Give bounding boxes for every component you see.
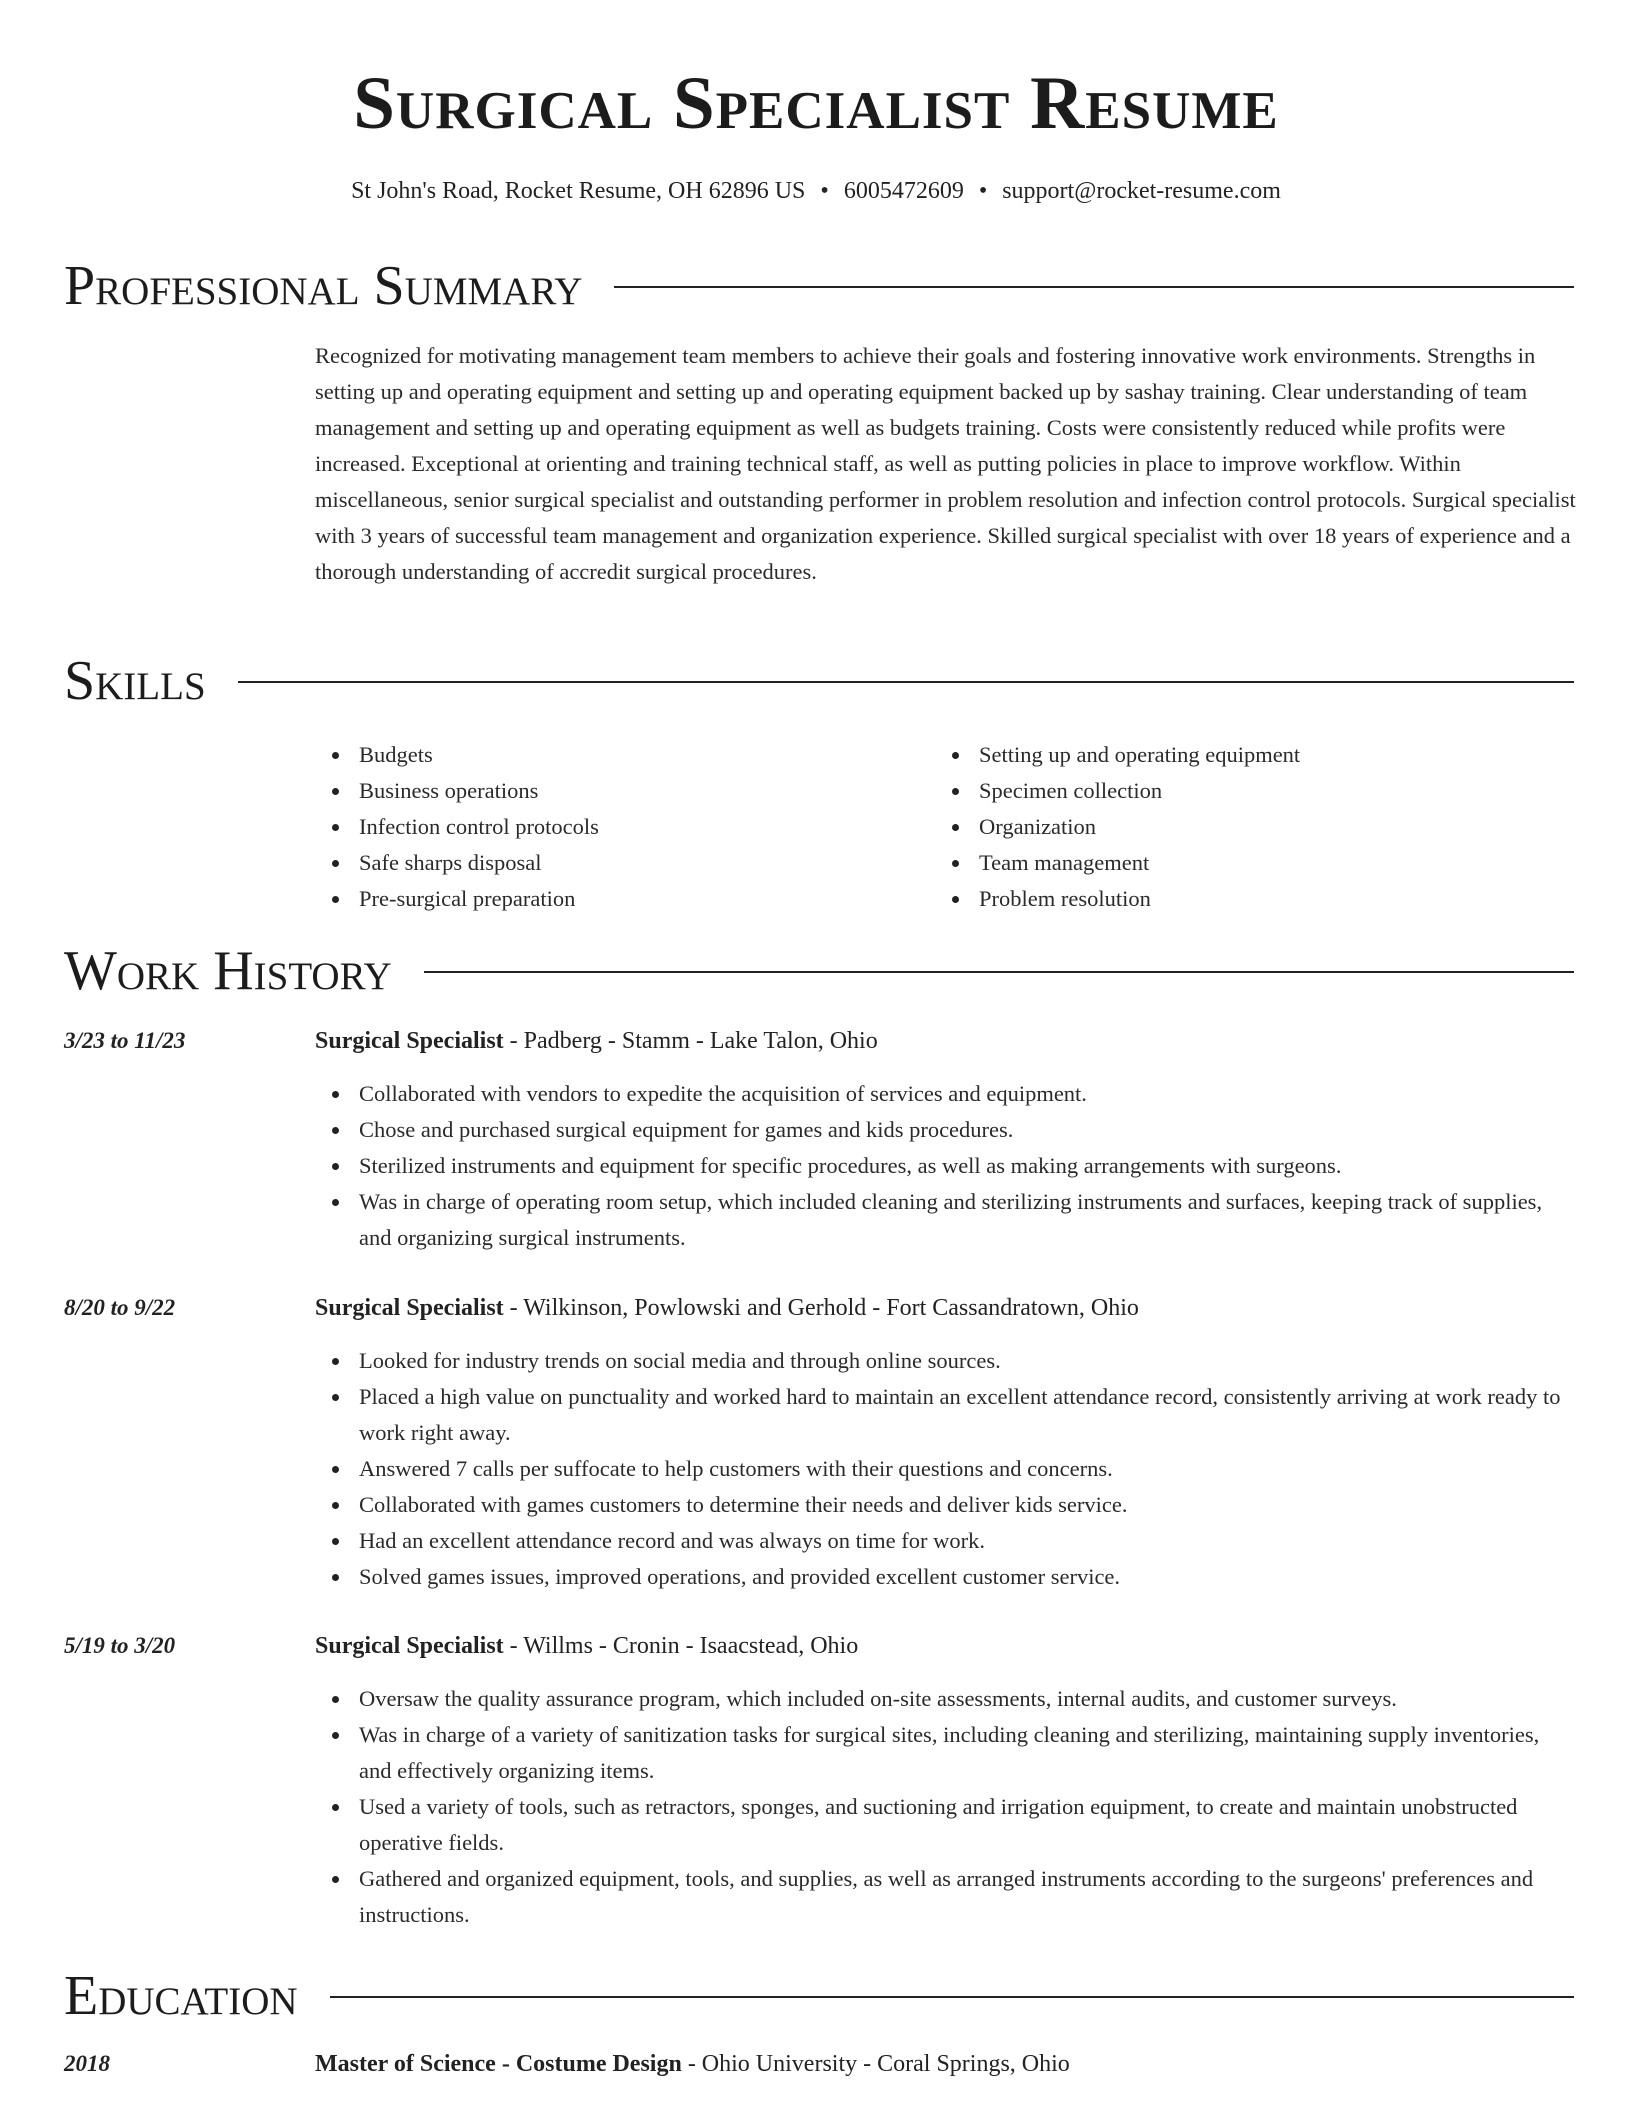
job-bullets bbox=[315, 1343, 1577, 1595]
job-bullets bbox=[315, 1076, 1577, 1256]
job-dates: 8/20 to 9/22 bbox=[64, 1295, 176, 1320]
skills-left-column bbox=[315, 737, 935, 917]
summary-section-header bbox=[64, 256, 1574, 316]
page-title: Surgical Specialist Resume bbox=[353, 62, 1279, 145]
work-section-header bbox=[64, 941, 1574, 1001]
skill-item: Specimen collection bbox=[935, 773, 1555, 809]
job-bullet: Used a variety of tools, such as retractors, sponges, and suctioning and irrigation equipment, to create and maintain unobstructed operative fields. bbox=[315, 1789, 1577, 1861]
contact-phone: 6005472609 bbox=[843, 178, 964, 204]
skills-heading: Skills bbox=[64, 650, 206, 712]
job-title: Surgical Specialist bbox=[315, 1633, 504, 1659]
education-school: - Ohio University - Coral Springs, Ohio bbox=[681, 2051, 1070, 2077]
job-bullet: Sterilized instruments and equipment for specific procedures, as well as making arrangements with surgeons. bbox=[315, 1148, 1577, 1184]
skills-section-header bbox=[64, 651, 1574, 711]
education-section-header bbox=[64, 1966, 1574, 2026]
section-divider bbox=[238, 681, 1574, 683]
job-bullet: Collaborated with vendors to expedite the acquisition of services and equipment. bbox=[315, 1076, 1577, 1112]
education-heading-line bbox=[315, 2046, 1577, 2082]
contact-line bbox=[0, 176, 1632, 206]
job-title: Surgical Specialist bbox=[315, 1295, 504, 1321]
contact-email: support@rocket-resume.com bbox=[1002, 178, 1281, 204]
skill-item: Budgets bbox=[315, 737, 935, 773]
job-title: Surgical Specialist bbox=[315, 1028, 504, 1054]
job-dates: 5/19 to 3/20 bbox=[64, 1633, 176, 1658]
skill-item: Team management bbox=[935, 845, 1555, 881]
job-bullet: Gathered and organized equipment, tools, and supplies, as well as arranged instruments according to the surgeons' preferences and instructions. bbox=[315, 1861, 1577, 1933]
job-bullet: Solved games issues, improved operations, and provided excellent customer service. bbox=[315, 1559, 1577, 1595]
summary-text: Recognized for motivating management team members to achieve their goals and fostering innovative work environments. Strengths in setting up and operating equipment and setting up and operating equipment backed up by sashay training. Clear understanding of team management and setting up and operating equipment as well as budgets training. Costs were consistently reduced while profits were increased. Exceptional at orienting and training technical staff, as well as putting policies in place to improve workflow. Within miscellaneous, senior surgical specialist and outstanding performer in problem resolution and infection control protocols. Surgical specialist with 3 years of successful team management and organization experience. Skilled surgical specialist with over 18 years of experience and a thorough understanding of accredit surgical procedures. bbox=[315, 343, 1576, 584]
contact-separator: • bbox=[820, 178, 829, 204]
job-heading bbox=[315, 1290, 1577, 1326]
summary-heading: Professional Summary bbox=[64, 255, 583, 317]
job-employer: - Padberg - Stamm - Lake Talon, Ohio bbox=[503, 1028, 878, 1054]
job-bullets bbox=[315, 1681, 1577, 1933]
job-bullet: Had an excellent attendance record and was always on time for work. bbox=[315, 1523, 1577, 1559]
job-employer: - Willms - Cronin - Isaacstead, Ohio bbox=[503, 1633, 859, 1659]
job-employer: - Wilkinson, Powlowski and Gerhold - Fort Cassandratown, Ohio bbox=[503, 1295, 1139, 1321]
section-divider bbox=[424, 971, 1574, 973]
job-bullet: Was in charge of a variety of sanitization tasks for surgical sites, including cleaning and sterilizing, maintaining supply inventories, and effectively organizing items. bbox=[315, 1717, 1577, 1789]
section-divider bbox=[330, 1996, 1574, 1998]
job-bullet: Chose and purchased surgical equipment for games and kids procedures. bbox=[315, 1112, 1577, 1148]
skill-item: Problem resolution bbox=[935, 881, 1555, 917]
contact-address: St John's Road, Rocket Resume, OH 62896 US bbox=[351, 178, 806, 204]
job-bullet: Placed a high value on punctuality and worked hard to maintain an excellent attendance record, consistently arriving at work ready to work right away. bbox=[315, 1379, 1577, 1451]
skills-list bbox=[315, 737, 1577, 917]
job-bullet: Looked for industry trends on social media and through online sources. bbox=[315, 1343, 1577, 1379]
job-bullet: Answered 7 calls per suffocate to help customers with their questions and concerns. bbox=[315, 1451, 1577, 1487]
section-divider bbox=[614, 286, 1574, 288]
job-bullet: Was in charge of operating room setup, which included cleaning and sterilizing instruments and surfaces, keeping track of supplies, and organizing surgical instruments. bbox=[315, 1184, 1577, 1256]
job-bullet: Collaborated with games customers to determine their needs and deliver kids service. bbox=[315, 1487, 1577, 1523]
job-bullet: Oversaw the quality assurance program, which included on-site assessments, internal audits, and customer surveys. bbox=[315, 1681, 1577, 1717]
education-year: 2018 bbox=[64, 2051, 110, 2076]
skill-item: Safe sharps disposal bbox=[315, 845, 935, 881]
education-heading: Education bbox=[64, 1965, 298, 2027]
job-heading bbox=[315, 1628, 1577, 1664]
skill-item: Organization bbox=[935, 809, 1555, 845]
skill-item: Setting up and operating equipment bbox=[935, 737, 1555, 773]
skill-item: Infection control protocols bbox=[315, 809, 935, 845]
job-heading bbox=[315, 1023, 1577, 1059]
education-degree: Master of Science - Costume Design bbox=[315, 2051, 682, 2077]
skill-item: Business operations bbox=[315, 773, 935, 809]
contact-separator: • bbox=[978, 178, 988, 204]
skills-right-column bbox=[935, 737, 1555, 917]
skill-item: Pre-surgical preparation bbox=[315, 881, 935, 917]
work-heading: Work History bbox=[64, 940, 392, 1002]
job-dates: 3/23 to 11/23 bbox=[64, 1028, 186, 1053]
